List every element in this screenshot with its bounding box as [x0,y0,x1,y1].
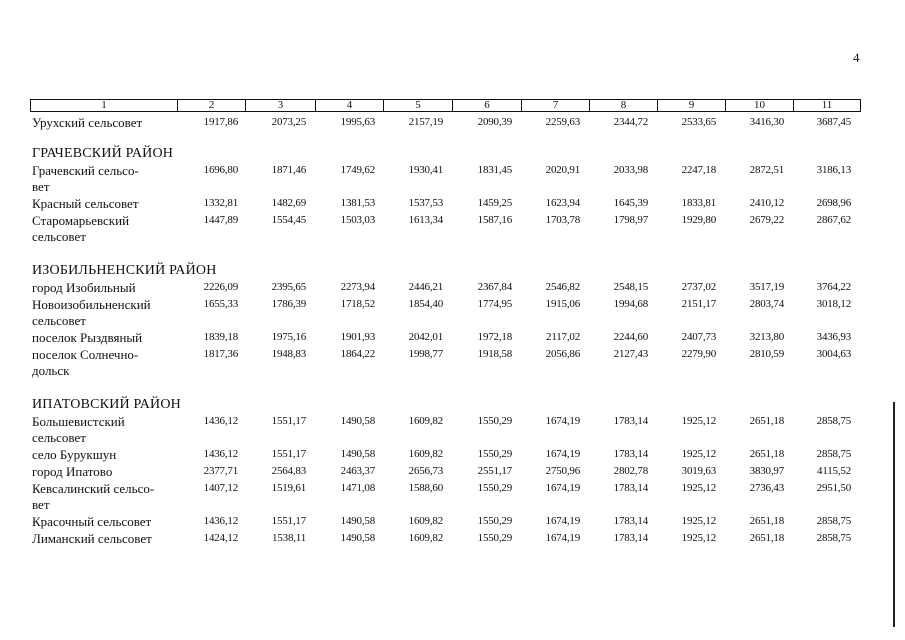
row-name [32,163,192,195]
value-cell: 2698,96 [816,197,851,209]
row-name [32,115,192,131]
value-cell: 2090,39 [477,116,512,128]
value-cell: 2127,43 [613,348,648,360]
value-cell: 1839,18 [203,331,238,343]
value-cell: 1948,83 [271,348,306,360]
value-cell: 2802,78 [613,465,648,477]
value-cell: 1609,82 [408,532,443,544]
value-cell: 1645,39 [613,197,648,209]
value-cell: 1995,63 [340,116,375,128]
value-cell: 1703,78 [545,214,580,226]
value-cell: 1490,58 [340,515,375,527]
value-cell: 1550,29 [477,482,512,494]
row-name-line: город Ипатово [32,464,113,479]
value-cell: 1901,93 [340,331,375,343]
value-cell: 2858,75 [816,448,851,460]
value-cell: 2244,60 [613,331,648,343]
value-cell: 1674,19 [545,482,580,494]
value-cell: 1519,61 [271,482,306,494]
value-cell: 2564,83 [271,465,306,477]
scan-edge-mark [893,402,895,627]
value-cell: 2367,84 [477,281,512,293]
row-name [32,297,192,329]
header-cell: 10 [726,100,794,112]
value-cell: 1930,41 [408,164,443,176]
value-cell: 2651,18 [749,415,784,427]
row-name-line: Красочный сельсовет [32,514,152,529]
value-cell: 2803,74 [749,298,784,310]
row-name [32,414,192,446]
value-cell: 2858,75 [816,515,851,527]
row-name-line: село Бурукшун [32,447,117,462]
value-cell: 2395,65 [271,281,306,293]
value-cell: 1554,45 [271,214,306,226]
column-number-header [30,99,861,112]
row-name-line: Старомарьевский [32,213,130,228]
row-name-line: Лиманский сельсовет [32,531,152,546]
value-cell: 2651,18 [749,515,784,527]
value-cell: 1550,29 [477,415,512,427]
value-cell: 2020,91 [545,164,580,176]
row-name [32,213,192,245]
header-cell: 11 [794,100,861,112]
row-name [32,464,192,480]
value-cell: 2858,75 [816,415,851,427]
value-cell: 1774,95 [477,298,512,310]
row-name-line: вет [32,497,50,512]
value-cell: 3830,97 [749,465,784,477]
value-cell: 2226,09 [203,281,238,293]
value-cell: 1918,58 [477,348,512,360]
value-cell: 1925,12 [681,532,716,544]
value-cell: 1972,18 [477,331,512,343]
value-cell: 1655,33 [203,298,238,310]
value-cell: 1831,45 [477,164,512,176]
value-cell: 3019,63 [681,465,716,477]
value-cell: 1871,46 [271,164,306,176]
value-cell: 1551,17 [271,448,306,460]
value-cell: 2679,22 [749,214,784,226]
value-cell: 1833,81 [681,197,716,209]
value-cell: 1925,12 [681,415,716,427]
value-cell: 2073,25 [271,116,306,128]
header-cell: 7 [522,100,590,112]
value-cell: 1447,89 [203,214,238,226]
value-cell: 1471,08 [340,482,375,494]
row-name-line: Урухский сельсовет [32,115,143,130]
value-cell: 1551,17 [271,415,306,427]
value-cell: 1609,82 [408,448,443,460]
value-cell: 1609,82 [408,515,443,527]
value-cell: 3018,12 [816,298,851,310]
value-cell: 1786,39 [271,298,306,310]
header-cell: 1 [31,100,178,112]
row-name [32,514,192,530]
value-cell: 2117,02 [546,331,580,343]
value-cell: 1490,58 [340,448,375,460]
value-cell: 2546,82 [545,281,580,293]
row-name-line: сельсовет [32,430,86,445]
value-cell: 2736,43 [749,482,784,494]
value-cell: 2810,59 [749,348,784,360]
row-name-line: поселок Рыздвяный [32,330,143,345]
value-cell: 1854,40 [408,298,443,310]
row-name-line: Грачевский сельсо- [32,163,139,178]
value-cell: 1436,12 [203,448,238,460]
value-cell: 2548,15 [613,281,648,293]
value-cell: 1674,19 [545,448,580,460]
row-name [32,447,192,463]
value-cell: 1588,60 [408,482,443,494]
value-cell: 2651,18 [749,448,784,460]
row-name [32,196,192,212]
row-name [32,481,192,513]
value-cell: 3416,30 [749,116,784,128]
value-cell: 2033,98 [613,164,648,176]
header-cell: 6 [453,100,522,112]
value-cell: 3436,93 [816,331,851,343]
value-cell: 1623,94 [545,197,580,209]
row-name-line: сельсовет [32,229,86,244]
value-cell: 1783,14 [613,482,648,494]
value-cell: 1798,97 [613,214,648,226]
value-cell: 2273,94 [340,281,375,293]
value-cell: 1749,62 [340,164,375,176]
value-cell: 1917,86 [203,116,238,128]
district-heading: ИПАТОВСКИЙ РАЙОН [32,397,181,412]
value-cell: 1864,22 [340,348,375,360]
value-cell: 1674,19 [545,415,580,427]
value-cell: 1550,29 [477,448,512,460]
value-cell: 1929,80 [681,214,716,226]
value-cell: 2410,12 [749,197,784,209]
value-cell: 1332,81 [203,197,238,209]
header-cell: 2 [178,100,246,112]
value-cell: 1994,68 [613,298,648,310]
value-cell: 1925,12 [681,515,716,527]
value-cell: 1381,53 [340,197,375,209]
value-cell: 1407,12 [203,482,238,494]
value-cell: 2750,96 [545,465,580,477]
value-cell: 2858,75 [816,532,851,544]
value-cell: 2656,73 [408,465,443,477]
value-cell: 1998,77 [408,348,443,360]
value-cell: 1482,69 [271,197,306,209]
header-cell: 3 [246,100,316,112]
value-cell: 1925,12 [681,448,716,460]
value-cell: 1537,53 [408,197,443,209]
row-name-line: вет [32,179,50,194]
value-cell: 1696,80 [203,164,238,176]
value-cell: 1490,58 [340,415,375,427]
value-cell: 2056,86 [545,348,580,360]
row-name [32,531,192,547]
value-cell: 1550,29 [477,515,512,527]
value-cell: 2407,73 [681,331,716,343]
value-cell: 1551,17 [271,515,306,527]
value-cell: 1459,25 [477,197,512,209]
value-cell: 2651,18 [749,532,784,544]
row-name-line: сельсовет [32,313,86,328]
value-cell: 2551,17 [477,465,512,477]
value-cell: 1718,52 [340,298,375,310]
value-cell: 3764,22 [816,281,851,293]
value-cell: 2151,17 [681,298,716,310]
value-cell: 2247,18 [681,164,716,176]
row-name [32,347,192,379]
value-cell: 1609,82 [408,415,443,427]
value-cell: 2259,63 [545,116,580,128]
value-cell: 2377,71 [203,465,238,477]
value-cell: 1783,14 [613,532,648,544]
value-cell: 2867,62 [816,214,851,226]
value-cell: 3517,19 [749,281,784,293]
value-cell: 1587,16 [477,214,512,226]
value-cell: 1783,14 [613,515,648,527]
value-cell: 3004,63 [816,348,851,360]
value-cell: 1538,11 [272,532,306,544]
district-heading: ГРАЧЕВСКИЙ РАЙОН [32,146,174,161]
value-cell: 1613,34 [408,214,443,226]
value-cell: 1674,19 [545,532,580,544]
value-cell: 3687,45 [816,116,851,128]
value-cell: 1817,36 [203,348,238,360]
header-cell: 8 [590,100,658,112]
value-cell: 2157,19 [408,116,443,128]
row-name-line: Большевистский [32,414,125,429]
value-cell: 4115,52 [817,465,851,477]
row-name [32,280,192,296]
value-cell: 2446,21 [408,281,443,293]
header-cell: 9 [658,100,726,112]
district-heading: ИЗОБИЛЬНЕНСКИЙ РАЙОН [32,263,217,278]
row-name-line: Кевсалинский сельсо- [32,481,155,496]
row-name-line: дольск [32,363,70,378]
value-cell: 2042,01 [408,331,443,343]
value-cell: 1783,14 [613,448,648,460]
value-cell: 2344,72 [613,116,648,128]
value-cell: 2737,02 [681,281,716,293]
value-cell: 2951,50 [816,482,851,494]
value-cell: 1674,19 [545,515,580,527]
value-cell: 1975,16 [271,331,306,343]
value-cell: 3186,13 [816,164,851,176]
header-cell: 5 [384,100,453,112]
row-name-line: Красный сельсовет [32,196,139,211]
value-cell: 1925,12 [681,482,716,494]
value-cell: 2533,65 [681,116,716,128]
header-cell: 4 [316,100,384,112]
value-cell: 1436,12 [203,415,238,427]
value-cell: 1424,12 [203,532,238,544]
value-cell: 2279,90 [681,348,716,360]
row-name [32,330,192,346]
value-cell: 2463,37 [340,465,375,477]
row-name-line: Новоизобильненский [32,297,151,312]
value-cell: 2872,51 [749,164,784,176]
row-name-line: поселок Солнечно- [32,347,139,362]
row-name-line: город Изобильный [32,280,136,295]
value-cell: 1436,12 [203,515,238,527]
value-cell: 1915,06 [545,298,580,310]
value-cell: 1503,03 [340,214,375,226]
value-cell: 1490,58 [340,532,375,544]
value-cell: 3213,80 [749,331,784,343]
page-number: 4 [853,50,860,65]
value-cell: 1550,29 [477,532,512,544]
value-cell: 1783,14 [613,415,648,427]
